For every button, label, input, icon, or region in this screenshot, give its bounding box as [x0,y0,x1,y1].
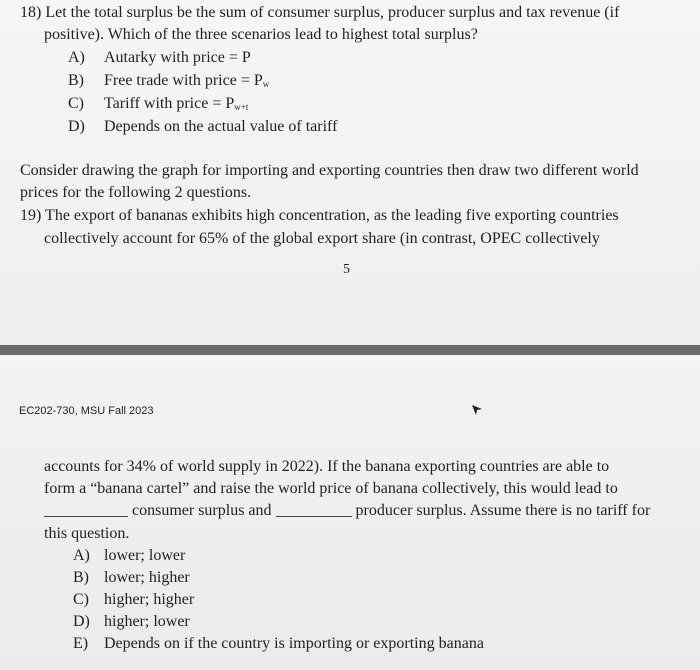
q19-line-6: this question. [44,525,130,542]
option-text: higher; lower [104,613,190,630]
option-text: Autarky with price = P [104,49,251,66]
q19-line-3: accounts for 34% of world supply in 2022). If the banana exporting countries are able to [44,458,610,475]
q18-line-1: 18) Let the total surplus be the sum of consumer surplus, producer surplus and tax revenue (if [20,4,620,21]
option-letter: C) [68,95,84,112]
option-letter: B) [73,569,89,586]
intro-line-1: Consider drawing the graph for importing and exporting countries then draw two different world [20,162,639,179]
option-text: Depends on the actual value of tariff [104,118,338,135]
answer-blank-2[interactable] [276,502,352,517]
option-text: Free trade with price = $P_w$ [104,72,270,89]
q19-line-5: consumer surplus and producer surplus. Assume there is no tariff for [44,501,650,521]
q19-line-1: 19) The export of bananas exhibits high concentration, as the leading five exporting countries [20,207,619,224]
option-letter: E) [73,635,89,652]
option-letter: D) [73,613,90,630]
option-letter: C) [73,591,89,608]
option-letter: D) [68,118,85,135]
option-text: lower; higher [104,569,190,586]
option-letter: A) [73,547,90,564]
answer-blank-1[interactable] [44,502,128,517]
option-text: lower; lower [104,547,186,564]
option-text: Depends on if the country is importing or exporting banana [104,635,484,652]
page-divider [0,345,700,355]
option-text: Tariff with price = $P_{w+t}$ [104,95,249,112]
cursor-icon [470,403,484,417]
option-text: higher; higher [104,591,195,608]
page-number: 5 [343,262,350,277]
page-footer: EC202-730, MSU Fall 2023 [19,405,154,417]
option-letter: A) [68,49,85,66]
q18-line-2: positive). Which of the three scenarios lead to highest total surplus? [44,26,478,43]
q19-line-2: collectively account for 65% of the global export share (in contrast, OPEC collectively [44,230,600,247]
intro-line-2: prices for the following 2 questions. [20,184,252,201]
option-letter: B) [68,72,84,89]
q19-line-4: form a “banana cartel” and raise the world price of banana collectively, this would lead to [44,480,618,497]
